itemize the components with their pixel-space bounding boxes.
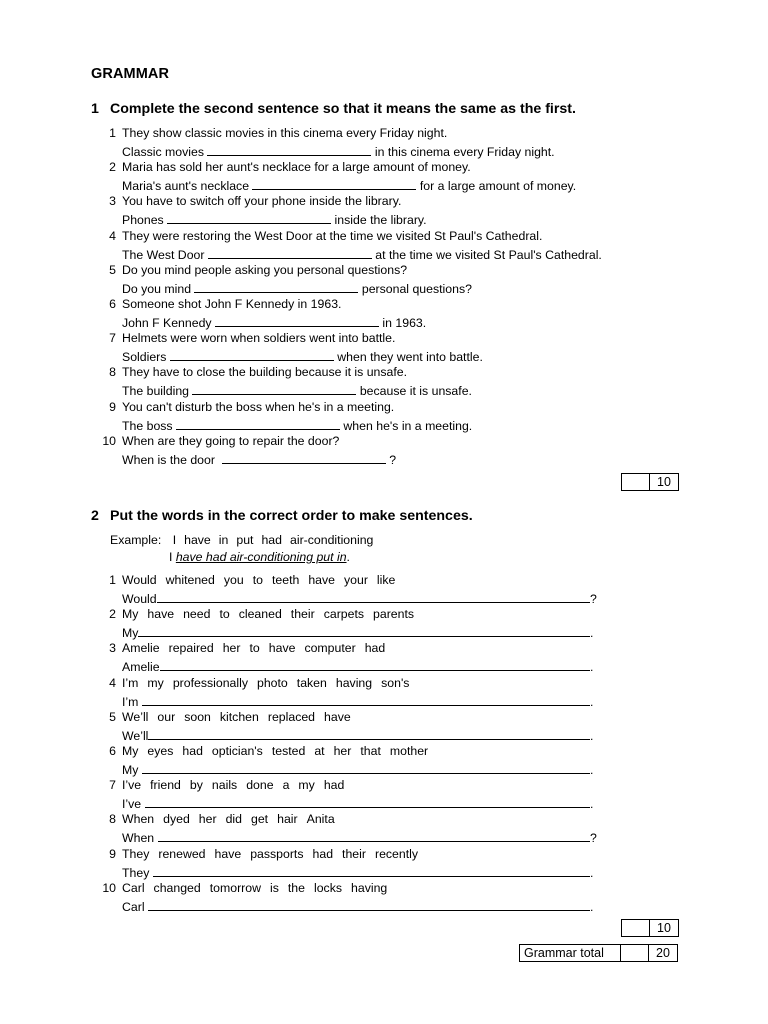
scrambled-word: whitened [165, 573, 215, 587]
scrambled-word: Carl [122, 880, 145, 895]
item-number: 7 [109, 778, 116, 793]
scrambled-words [122, 777, 593, 794]
rewrite-sentence: When is the door ? [122, 450, 396, 467]
scrambled-word: passports [250, 846, 304, 861]
exercise-1-item [100, 262, 602, 296]
scrambled-word: you [223, 573, 244, 587]
original-sentence: When are they going to repair the door? [122, 433, 340, 448]
scrambled-word: tested [271, 743, 306, 758]
item-number: 4 [109, 675, 116, 690]
scrambled-word: locks [313, 880, 343, 895]
exercise-2-item [100, 675, 597, 709]
answer-blank[interactable] [153, 863, 590, 877]
item-number: 2 [109, 607, 116, 622]
scrambled-word: her [222, 641, 241, 656]
answer-blank[interactable] [215, 313, 379, 327]
scrambled-word: done [246, 778, 274, 793]
scrambled-word: had [182, 743, 203, 758]
answer-line: When ? [122, 828, 597, 845]
exercise-2-item [100, 640, 597, 674]
exercise-1-item [100, 364, 602, 398]
answer-blank[interactable] [158, 828, 590, 842]
scrambled-word: replaced [267, 709, 316, 724]
answer-blank[interactable] [148, 897, 590, 911]
answer-blank[interactable] [192, 381, 356, 395]
rewrite-sentence: Do you mind personal questions? [122, 279, 472, 296]
scrambled-word: hair [277, 812, 298, 827]
section-2-score-max: 10 [650, 920, 679, 937]
rewrite-sentence: The building because it is unsafe. [122, 381, 472, 398]
scrambled-word: My [122, 743, 139, 758]
scrambled-word: son's [381, 675, 410, 690]
item-number: 5 [109, 262, 116, 277]
grammar-total-max: 20 [649, 945, 678, 962]
scrambled-word: carpets [323, 607, 365, 622]
exercise-1-item [100, 433, 602, 467]
scrambled-words [122, 846, 593, 863]
scrambled-word: had [312, 846, 334, 861]
original-sentence: Maria has sold her aunt's necklace for a large amount of money. [122, 160, 471, 175]
scrambled-word: eyes [147, 743, 174, 758]
section-2-title [91, 508, 473, 524]
section-2-items [100, 572, 597, 914]
answer-blank[interactable] [138, 623, 590, 637]
scrambled-word: dyed [163, 812, 190, 827]
section-2-score-input[interactable] [622, 920, 650, 937]
scrambled-words [122, 675, 593, 692]
scrambled-word: her [333, 743, 352, 758]
scrambled-word: nails [211, 778, 238, 793]
scrambled-word: kitchen [219, 709, 259, 724]
example-answer: have had air-conditioning put in [175, 550, 347, 564]
scrambled-word: at [314, 743, 325, 758]
scrambled-word: your [344, 573, 368, 587]
scrambled-word: to [219, 607, 230, 622]
scrambled-word: get [251, 812, 269, 827]
original-sentence: Do you mind people asking you personal questions? [122, 262, 408, 277]
section-1-instruction: Complete the second sentence so that it means the same as the first. [110, 101, 576, 117]
scrambled-word: repaired [168, 641, 214, 656]
exercise-2-item [100, 846, 597, 880]
exercise-2-item [100, 709, 597, 743]
scrambled-word: my [147, 675, 164, 690]
answer-blank[interactable] [208, 245, 372, 259]
section-1-title [91, 101, 576, 117]
scrambled-word: to [249, 641, 260, 656]
answer-line: My . [122, 623, 593, 640]
rewrite-sentence: John F Kennedy in 1963. [122, 313, 426, 330]
original-sentence: You have to switch off your phone inside the library. [122, 194, 402, 209]
section-2-instruction: Put the words in the correct order to make sentences. [110, 508, 473, 524]
scrambled-word: Would [122, 573, 157, 587]
scrambled-words [122, 709, 593, 726]
item-number: 1 [109, 126, 116, 140]
exercise-2-item [100, 777, 597, 811]
scrambled-word: did [225, 812, 242, 827]
scrambled-word: optician's [211, 743, 263, 758]
scrambled-word: professionally [172, 675, 248, 690]
example-words-line [110, 532, 389, 549]
item-number: 3 [109, 194, 116, 209]
scrambled-word: the [287, 880, 305, 895]
scrambled-words [122, 640, 593, 657]
scrambled-word: They [122, 846, 150, 861]
scrambled-word: my [298, 778, 315, 793]
scrambled-word: have [214, 846, 242, 861]
rewrite-sentence: The boss when he's in a meeting. [122, 416, 472, 433]
scrambled-words [122, 743, 593, 760]
scrambled-word: recently [374, 846, 419, 861]
section-1-score-max: 10 [650, 474, 679, 491]
scrambled-word: Amelie [122, 641, 160, 656]
scrambled-word: mother [389, 743, 429, 758]
item-number: 6 [109, 296, 116, 311]
section-2-score-box [621, 919, 679, 937]
scrambled-word: teeth [271, 573, 300, 587]
scrambled-word: computer [304, 641, 356, 656]
answer-line: I’m . [122, 692, 593, 709]
item-number: 1 [109, 573, 116, 587]
scrambled-word: When [122, 812, 155, 827]
section-2-example [110, 532, 389, 566]
answer-line: I’ve . [122, 794, 593, 811]
exercise-2-item [100, 880, 597, 914]
example-words [173, 533, 382, 547]
section-1-items [100, 125, 602, 467]
answer-line: My . [122, 760, 593, 777]
original-sentence: They were restoring the West Door at the time we visited St Paul's Cathedral. [122, 228, 543, 243]
item-number: 9 [109, 399, 116, 414]
item-number: 3 [109, 641, 116, 656]
item-number: 7 [109, 331, 116, 346]
exercise-2-item [100, 811, 597, 845]
item-number: 4 [109, 228, 116, 243]
answer-blank[interactable] [160, 657, 590, 671]
scrambled-words [122, 880, 593, 897]
scrambled-word: our [157, 709, 176, 724]
exercise-1-item [100, 228, 602, 262]
scrambled-word: their [342, 846, 366, 861]
original-sentence: Someone shot John F Kennedy in 1963. [122, 296, 342, 311]
exercise-1-item [100, 125, 602, 159]
scrambled-word: had [364, 641, 386, 656]
item-number: 6 [109, 743, 116, 758]
exercise-1-item [100, 399, 602, 433]
example-word: had [261, 533, 282, 547]
scrambled-word: a [282, 778, 290, 793]
example-word: have [184, 533, 211, 547]
scrambled-word: I’ve [122, 778, 142, 793]
answer-blank[interactable] [157, 589, 590, 603]
answer-blank[interactable] [222, 450, 386, 464]
exercise-2-item [100, 572, 597, 606]
exercise-1-item [100, 159, 602, 193]
item-number: 8 [109, 365, 116, 380]
scrambled-word: Anita [306, 812, 335, 827]
answer-blank[interactable] [145, 794, 590, 808]
example-word: put [236, 533, 254, 547]
answer-line: Would ? [122, 589, 597, 606]
scrambled-word: their [290, 607, 315, 622]
scrambled-word: changed [153, 880, 201, 895]
scrambled-word: soon [184, 709, 211, 724]
answer-line: Amelie . [122, 657, 593, 674]
scrambled-word: friend [150, 778, 181, 793]
scrambled-word: renewed [158, 846, 206, 861]
scrambled-word: have [147, 607, 175, 622]
scrambled-word: photo [257, 675, 288, 690]
scrambled-word: have [268, 641, 296, 656]
scrambled-word: to [252, 573, 263, 587]
grammar-total-box [519, 944, 678, 962]
exercise-1-item [100, 296, 602, 330]
answer-line: They . [122, 863, 593, 880]
scrambled-word: need [183, 607, 211, 622]
scrambled-word: had [323, 778, 345, 793]
item-number: 2 [109, 160, 116, 175]
scrambled-word: like [376, 573, 396, 587]
answer-blank[interactable] [170, 347, 334, 361]
item-number: 8 [109, 812, 116, 827]
answer-blank[interactable] [194, 279, 358, 293]
scrambled-word: tomorrow [209, 880, 261, 895]
original-sentence: They have to close the building because it is unsafe. [122, 365, 408, 380]
scrambled-word: her [198, 812, 217, 827]
rewrite-sentence: Maria's aunt's necklace for a large amount of money. [122, 176, 576, 193]
exercise-2-item [100, 743, 597, 777]
rewrite-sentence: The West Door at the time we visited St Paul's Cathedral. [122, 245, 602, 262]
scrambled-word: cleaned [238, 607, 282, 622]
answer-blank[interactable] [252, 176, 416, 190]
example-answer-line: I have had air-conditioning put in. [169, 550, 350, 564]
section-2-number: 2 [91, 508, 99, 524]
rewrite-sentence: Soldiers when they went into battle. [122, 347, 483, 364]
example-label: Example: [110, 533, 162, 547]
scrambled-word: by [189, 778, 203, 793]
answer-blank[interactable] [176, 416, 340, 430]
example-word: I [172, 533, 177, 547]
scrambled-word: that [360, 743, 381, 758]
scrambled-word: parents [373, 607, 415, 622]
answer-line: Carl . [122, 897, 593, 914]
scrambled-word: have [324, 709, 351, 724]
scrambled-word: We’ll [122, 709, 149, 724]
scrambled-words [122, 811, 597, 828]
item-number: 5 [109, 709, 116, 724]
scrambled-word: I’m [122, 675, 139, 690]
grammar-total-input[interactable] [621, 945, 649, 962]
item-number: 10 [102, 433, 116, 448]
item-number: 9 [109, 846, 116, 861]
original-sentence: You can't disturb the boss when he's in a meeting. [122, 399, 395, 414]
scrambled-word: having [335, 675, 373, 690]
answer-blank[interactable] [207, 142, 371, 156]
scrambled-word: taken [296, 675, 327, 690]
original-sentence: Helmets were worn when soldiers went into battle. [122, 331, 396, 346]
grammar-total-label: Grammar total [520, 945, 621, 962]
scrambled-word: is [269, 880, 279, 895]
scrambled-word: having [351, 880, 388, 895]
example-word: in [218, 533, 229, 547]
item-number: 10 [102, 880, 116, 895]
exercise-2-item [100, 606, 597, 640]
example-word: air-conditioning [290, 533, 374, 547]
answer-blank[interactable] [142, 692, 590, 706]
rewrite-sentence: Classic movies in this cinema every Friday night. [122, 142, 555, 159]
scrambled-words [122, 606, 593, 623]
scrambled-word: have [308, 573, 335, 587]
answer-blank[interactable] [167, 210, 331, 224]
answer-line: We’ll . [122, 726, 593, 743]
section-1-score-box [621, 473, 679, 491]
original-sentence: They show classic movies in this cinema every Friday night. [122, 126, 448, 140]
exercise-1-item [100, 193, 602, 227]
section-1-score-input[interactable] [622, 474, 650, 491]
page-heading: GRAMMAR [91, 66, 170, 82]
answer-blank[interactable] [148, 726, 590, 740]
exercise-1-item [100, 330, 602, 364]
rewrite-sentence: Phones inside the library. [122, 210, 427, 227]
scrambled-word: My [122, 607, 139, 622]
scrambled-words [122, 572, 597, 589]
section-1-number: 1 [91, 101, 99, 117]
answer-blank[interactable] [142, 760, 590, 774]
